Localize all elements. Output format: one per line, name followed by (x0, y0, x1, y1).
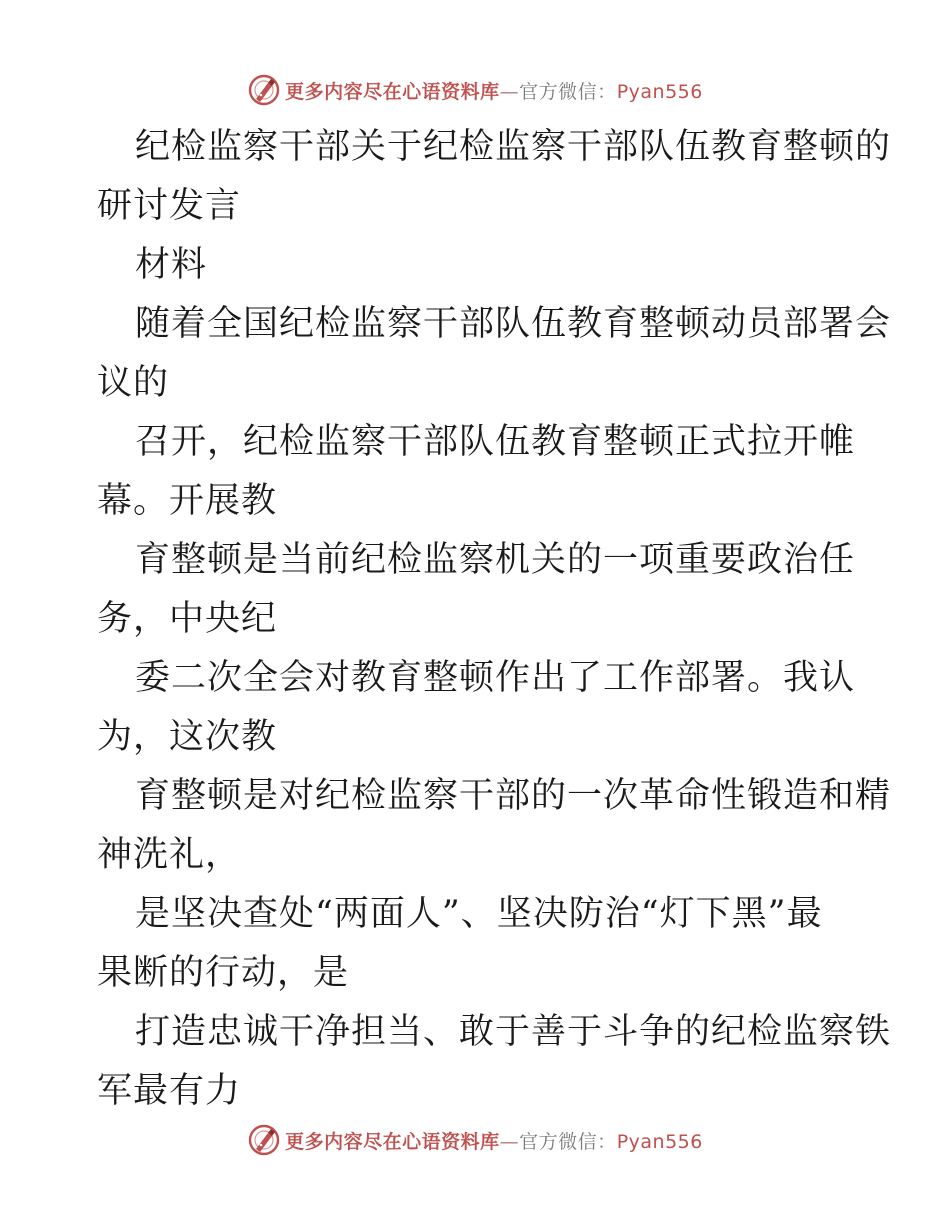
document-line: 材料 (135, 245, 208, 285)
document-line: 神洗礼， (97, 835, 242, 875)
document-line: 务，中央纪 (97, 599, 278, 639)
header-banner (0, 70, 950, 110)
document-body (97, 118, 892, 1121)
banner-main-text: 更多内容尽在心语资料库 (285, 1130, 500, 1153)
document-line: 随着全国纪检监察干部队伍教育整顿动员部署会 (135, 304, 892, 344)
footer-banner (0, 1120, 950, 1160)
document-line: 军最有力 (97, 1071, 242, 1111)
banner-wechat-id: Pyan556 (616, 1130, 703, 1153)
pen-nib-circle-icon (247, 1123, 281, 1157)
document-line: 育整顿是对纪检监察干部的一次革命性锻造和精 (135, 776, 892, 816)
document-line: 是坚决查处“两面人”、坚决防治“灯下黑”最 (135, 894, 823, 934)
banner-dash: — (499, 1130, 520, 1153)
banner-wechat-label: 官方微信： (519, 80, 617, 103)
banner-text (285, 77, 703, 104)
banner-text (285, 1127, 703, 1154)
document-line: 为，这次教 (97, 717, 278, 757)
document-line: 幕。开展教 (97, 481, 278, 521)
document-line: 研讨发言 (97, 186, 242, 226)
document-line: 打造忠诚干净担当、敢于善于斗争的纪检监察铁 (135, 1012, 892, 1052)
document-line: 育整顿是当前纪检监察机关的一项重要政治任 (135, 540, 856, 580)
banner-wechat-label: 官方微信： (519, 1130, 617, 1153)
document-line: 召开，纪检监察干部队伍教育整顿正式拉开帷 (135, 422, 856, 462)
document-line: 果断的行动，是 (97, 953, 350, 993)
banner-wechat-id: Pyan556 (616, 80, 703, 103)
banner-main-text: 更多内容尽在心语资料库 (285, 80, 500, 103)
document-line: 委二次全会对教育整顿作出了工作部署。我认 (135, 658, 856, 698)
pen-nib-circle-icon (247, 73, 281, 107)
banner-dash: — (499, 80, 520, 103)
document-line: 议的 (97, 363, 170, 403)
document-line: 纪检监察干部关于纪检监察干部队伍教育整顿的 (135, 127, 892, 167)
